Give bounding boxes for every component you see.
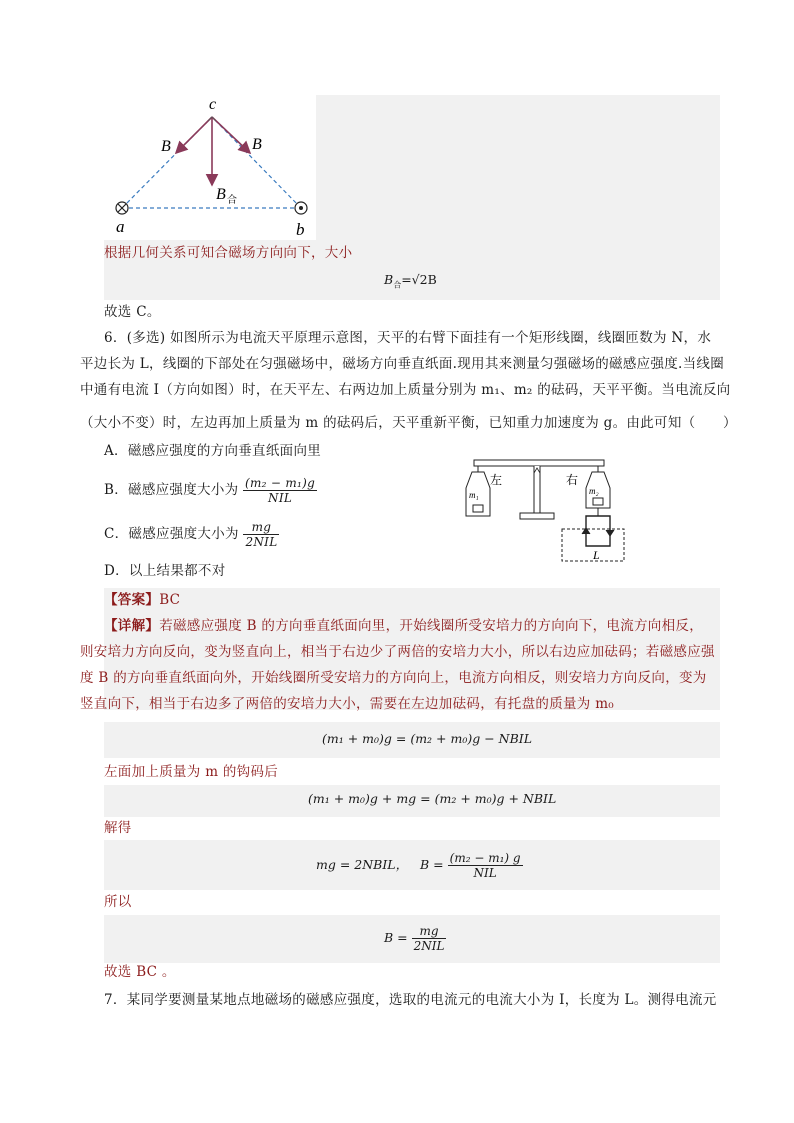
current-arrow-right bbox=[606, 530, 614, 536]
q6-line1: 6．(多选) 如图所示为电流天平原理示意图，天平的右臂下面挂有一个矩形线圈，线圈匝数为 N，水 bbox=[104, 330, 712, 346]
solve-text: 解得 bbox=[104, 820, 132, 836]
balance-beam bbox=[474, 460, 604, 466]
eq4-B: B = bbox=[384, 930, 408, 945]
eq3-left: mg = 2NBIL， bbox=[316, 857, 409, 872]
current-out-of-page-icon bbox=[295, 202, 307, 214]
option-a[interactable]: A．磁感应强度的方向垂直纸面向里 bbox=[104, 443, 322, 459]
equation-2: (m₁ + m₀)g + mg = (m₂ + m₀)g + NBIL bbox=[308, 791, 557, 806]
option-c[interactable] bbox=[104, 516, 279, 552]
label-c: c bbox=[209, 96, 217, 113]
label-m2: m₂ bbox=[589, 486, 599, 496]
conclusion-text: 根据几何关系可知合磁场方向向下，大小 bbox=[104, 245, 353, 261]
label-right: 右 bbox=[566, 473, 579, 487]
option-c-fraction bbox=[243, 520, 279, 549]
eq3-den: NIL bbox=[473, 866, 497, 880]
option-b-den: NIL bbox=[268, 491, 293, 505]
eq3-B: B = bbox=[420, 857, 444, 872]
label-B-sum-sub: 合 bbox=[227, 195, 237, 206]
eq-bsum-sub: 合 bbox=[393, 280, 402, 290]
eq3-fraction bbox=[448, 851, 523, 880]
choose-c: 故选 C。 bbox=[104, 304, 161, 320]
equation-4 bbox=[384, 921, 446, 955]
label-L: L bbox=[593, 548, 600, 562]
eq4-den: 2NIL bbox=[413, 939, 445, 953]
option-c-text: C．磁感应强度大小为 bbox=[104, 526, 239, 542]
option-b-text: B．磁感应强度大小为 bbox=[104, 482, 239, 498]
q6-line4: （大小不变）时，左边再加上质量为 m 的砝码后，天平重新平衡，已知重力加速度为 g。由此可知（ ） bbox=[80, 415, 737, 431]
so-text: 所以 bbox=[104, 894, 132, 910]
answer-value: BC bbox=[159, 592, 181, 608]
eq-bsum-rhs: =√2B bbox=[401, 272, 437, 287]
right-weight bbox=[593, 498, 603, 505]
option-c-den: 2NIL bbox=[245, 535, 278, 549]
current-into-page-icon bbox=[116, 202, 128, 214]
detail-line1-text: 若磁感应强度 B 的方向垂直纸面向里，开始线圈所受安培力的方向向下，电流方向相反， bbox=[159, 618, 704, 634]
q7-line1: 7．某同学要测量某地点地磁场的磁感应强度，选取的电流元的电流大小为 I，长度为 L。测得电流元 bbox=[104, 992, 717, 1008]
vector-diagram bbox=[104, 95, 316, 240]
eq-bsum bbox=[384, 272, 437, 291]
eq4-fraction bbox=[412, 924, 447, 953]
equation-3 bbox=[316, 848, 523, 882]
label-B-right: B bbox=[252, 136, 262, 153]
detail-line1 bbox=[104, 616, 703, 636]
left-weight bbox=[473, 505, 483, 512]
label-left: 左 bbox=[490, 473, 503, 487]
answer-tag: 【答案】 bbox=[104, 592, 160, 608]
label-a: a bbox=[116, 217, 125, 236]
equation-1: (m₁ + m₀)g = (m₂ + m₀)g − NBIL bbox=[322, 731, 533, 746]
vector-B-left bbox=[176, 117, 212, 153]
choose-bc: 故选 BC 。 bbox=[104, 964, 176, 980]
q6-line2: 平边长为 L，线圈的下部处在匀强磁场中，磁场方向垂直纸面.现用其来测量匀强磁场的磁感应强度.当线圈 bbox=[80, 356, 725, 372]
answer-line bbox=[104, 590, 180, 610]
q6-line3: 中通有电流 I（方向如图）时，在天平左、右两边加上质量分别为 m₁、m₂ 的砝码，天平平衡。当电流反向 bbox=[80, 382, 731, 398]
left-add-text: 左面加上质量为 m 的钩码后 bbox=[104, 764, 279, 780]
eq4-num: mg bbox=[412, 924, 447, 939]
eq3-num: (m₂ − m₁) g bbox=[449, 851, 521, 865]
option-b-num: (m₂ − m₁)g bbox=[245, 476, 316, 490]
current-balance-diagram bbox=[462, 458, 632, 568]
label-m1: m₁ bbox=[469, 490, 479, 500]
detail-line3: 度 B 的方向垂直纸面向外，开始线圈所受安培力的方向向上，电流方向相反，则安培力方向反向，变为 bbox=[80, 670, 707, 686]
label-b: b bbox=[296, 220, 305, 239]
balance-post bbox=[534, 466, 540, 513]
balance-base bbox=[520, 513, 554, 519]
option-c-num: mg bbox=[243, 520, 279, 535]
detail-line4: 竖直向下，相当于右边多了两倍的安培力大小，需要在左边加砝码，有托盘的质量为 m₀ bbox=[80, 696, 615, 712]
detail-tag: 【详解】 bbox=[104, 618, 160, 634]
option-d[interactable]: D．以上结果都不对 bbox=[104, 563, 226, 579]
eq-bsum-lhs: B bbox=[384, 272, 394, 287]
option-b[interactable] bbox=[104, 472, 317, 508]
option-b-fraction bbox=[243, 476, 317, 505]
detail-line2: 则安培力方向反向，变为竖直向上，相当于右边少了两倍的安培力大小，所以右边应加砝码；若磁感应强 bbox=[80, 644, 715, 660]
label-B-left: B bbox=[161, 138, 171, 155]
label-B-sum: B bbox=[216, 186, 226, 203]
vector-B-right bbox=[212, 117, 250, 153]
